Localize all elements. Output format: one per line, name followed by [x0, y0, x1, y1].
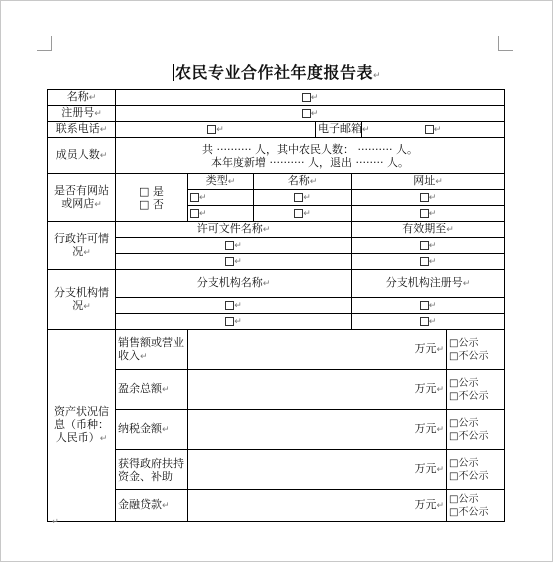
row-asset-tax	[48, 410, 505, 450]
asset-label-surplus	[116, 370, 188, 410]
checkbox-placeholder	[302, 93, 311, 102]
header-license-valid	[352, 222, 505, 238]
paragraph-mark: ↵	[436, 501, 444, 511]
cell-branch-name-2[interactable]	[116, 314, 352, 330]
label-website	[48, 174, 116, 222]
cell-text: 行政许可情况	[54, 231, 109, 258]
asset-value-loan[interactable]	[188, 490, 447, 522]
cell-text: 万元	[414, 382, 437, 395]
members-line: 本年度新增 ·········· 人，退出 ········ 人。	[211, 155, 409, 169]
cell-text: 盈余总额	[118, 382, 162, 395]
asset-disclose-subsidy[interactable]	[447, 450, 505, 490]
label-members	[48, 138, 116, 174]
paragraph-mark: ↵	[234, 241, 242, 251]
cell-text: 万元	[414, 462, 437, 475]
cell-text: 分支机构情况	[54, 285, 109, 312]
paragraph-mark: ↵	[428, 193, 437, 203]
asset-disclose-sales[interactable]	[447, 330, 505, 370]
paragraph-mark: ↵	[433, 125, 442, 135]
cell-license-valid-1[interactable]	[352, 238, 505, 254]
paragraph-mark: ↵	[162, 385, 170, 395]
checkbox-placeholder	[225, 317, 234, 326]
row-branch-1	[48, 298, 505, 314]
checkbox-placeholder	[420, 209, 429, 218]
paragraph-mark: ↵	[436, 425, 444, 435]
cell-branch-reg-1[interactable]	[352, 298, 505, 314]
row-asset-loan	[48, 490, 505, 522]
disclosure-option[interactable]: □不公示	[449, 350, 489, 362]
checkbox-placeholder	[425, 125, 434, 134]
checkbox-placeholder	[225, 301, 234, 310]
cell-text: 名称	[66, 90, 89, 103]
cell-license-name-1[interactable]	[116, 238, 352, 254]
disclosure-option[interactable]: □不公示	[449, 430, 489, 442]
cell-text: 类型	[205, 174, 228, 187]
cell-text: 电子邮箱	[318, 122, 362, 135]
paragraph-mark: ↵	[234, 301, 242, 311]
paragraph-mark: ↵	[446, 225, 454, 235]
cell-text: 纳税金额	[118, 422, 162, 435]
disclosure-option[interactable]: □公示	[449, 457, 479, 469]
field-reg[interactable]	[116, 106, 505, 122]
paragraph-mark: ↵	[436, 465, 444, 475]
paragraph-mark: ↵	[227, 177, 236, 187]
paragraph-mark: ↵	[310, 109, 319, 119]
label-name	[48, 90, 116, 106]
label-license	[48, 222, 116, 270]
cell-text: 人，其中农民人数：	[255, 142, 354, 156]
paragraph-mark: ↵	[99, 151, 108, 161]
cell-license-valid-2[interactable]	[352, 254, 505, 270]
paragraph-mark: ↵	[436, 345, 444, 355]
paragraph-mark: ↵	[83, 247, 91, 258]
asset-disclose-loan[interactable]	[447, 490, 505, 522]
cell-text: 联系电话	[55, 122, 100, 135]
disclosure-option[interactable]: □不公示	[449, 470, 489, 482]
checkbox-placeholder	[302, 109, 311, 118]
paragraph-mark: ↵	[88, 93, 97, 103]
cell-text: 分支机构名称	[196, 276, 263, 289]
checkbox-placeholder	[225, 241, 234, 250]
paragraph-mark: ↵	[428, 241, 437, 251]
paragraph-mark: ↵	[262, 279, 271, 289]
paragraph-mark: ↵	[303, 209, 311, 219]
paragraph-mark: ↵	[199, 209, 207, 219]
paragraph-mark: ↵	[428, 317, 437, 327]
paragraph-mark: ↵	[83, 301, 91, 312]
crop-mark-top-left	[37, 36, 52, 51]
cell-branch-reg-2[interactable]	[352, 314, 505, 330]
header-branch-name	[116, 270, 352, 298]
asset-value-sales[interactable]	[188, 330, 447, 370]
header-branch-reg	[352, 270, 505, 298]
field-email[interactable]	[362, 122, 505, 138]
disclosure-option[interactable]: □公示	[449, 493, 479, 505]
row-license-1	[48, 238, 505, 254]
cell-website-url-2[interactable]	[352, 206, 505, 222]
cell-text: 有效期至	[402, 222, 447, 235]
paragraph-mark: ↵	[428, 257, 437, 267]
cell-text: 人。	[395, 142, 418, 156]
paragraph-mark: ↵	[234, 317, 242, 327]
cell-text: 注册号	[61, 106, 95, 119]
row-branch-header	[48, 270, 505, 298]
header-website-name	[254, 174, 352, 190]
checkbox-placeholder	[420, 193, 429, 202]
paragraph-mark: ↵	[435, 177, 443, 187]
label-phone	[48, 122, 116, 138]
website-yes-no[interactable]	[116, 174, 188, 222]
cell-website-name-2[interactable]	[254, 206, 352, 222]
checkbox-placeholder	[420, 257, 429, 266]
label-branch	[48, 270, 116, 330]
disclosure-option[interactable]: □公示	[449, 377, 479, 389]
row-asset-sales	[48, 330, 505, 370]
crop-mark-top-right	[498, 36, 513, 51]
paragraph-mark: ↵	[462, 279, 471, 289]
cell-text: 销售额或营业收入	[118, 335, 184, 362]
disclosure-option[interactable]: □公示	[449, 337, 479, 349]
label-reg	[48, 106, 116, 122]
checkbox-placeholder	[420, 241, 429, 250]
row-members	[48, 138, 505, 174]
cell-text: 名称	[287, 174, 310, 187]
paragraph-mark: ↵	[140, 351, 148, 362]
paragraph-mark: ↵	[310, 93, 319, 103]
label-assets	[48, 330, 116, 522]
asset-value-surplus[interactable]	[188, 370, 447, 410]
field-members[interactable]	[116, 138, 505, 174]
checkbox-placeholder	[190, 209, 199, 218]
cell-text: 本年度新增	[211, 155, 267, 169]
header-website-type	[188, 174, 254, 190]
disclosure-option[interactable]: □不公示	[449, 390, 489, 402]
paragraph-mark: ↵	[94, 199, 102, 210]
row-asset-subsidy	[48, 450, 505, 490]
header-website-url	[352, 174, 505, 190]
asset-label-loan	[116, 490, 188, 522]
paragraph-mark: ↵	[303, 193, 311, 203]
cell-text: 万元	[414, 422, 437, 435]
paragraph-mark: ↵	[234, 257, 242, 267]
asset-value-tax[interactable]	[188, 410, 447, 450]
cell-text: 许可文件名称	[196, 222, 263, 235]
paragraph-mark: ↵	[94, 109, 102, 119]
end-paragraph-mark: ↵	[52, 517, 59, 526]
asset-disclose-tax[interactable]	[447, 410, 505, 450]
paragraph-mark: ↵	[436, 385, 444, 395]
website-yes-checkbox[interactable]: □ 是	[139, 184, 164, 198]
asset-disclose-surplus[interactable]	[447, 370, 505, 410]
asset-label-sales	[116, 330, 188, 370]
report-form-table	[47, 89, 505, 522]
row-branch-2	[48, 314, 505, 330]
paragraph-mark: ↵	[428, 301, 437, 311]
cell-text: 网址	[413, 174, 436, 187]
checkbox-placeholder	[225, 257, 234, 266]
header-license-name	[116, 222, 352, 238]
checkbox-placeholder	[420, 317, 429, 326]
paragraph-mark: ↵	[372, 71, 382, 81]
disclosure-option[interactable]: □公示	[449, 417, 479, 429]
document-title	[0, 60, 554, 83]
row-contact	[48, 122, 505, 138]
paragraph-mark: ↵	[99, 125, 108, 135]
disclosure-option[interactable]: □不公示	[449, 506, 489, 518]
cell-license-name-2[interactable]	[116, 254, 352, 270]
checkbox-placeholder	[294, 209, 303, 218]
cell-website-name-1[interactable]	[254, 190, 352, 206]
paragraph-mark: ↵	[262, 225, 271, 235]
paragraph-mark: ↵	[216, 125, 224, 135]
cell-text: 万元	[414, 498, 437, 511]
document-title-text: 农民专业合作社年度报告表	[174, 63, 373, 82]
website-no-checkbox[interactable]: □ 否	[139, 197, 164, 211]
row-reg	[48, 106, 505, 122]
row-license-header	[48, 222, 505, 238]
paragraph-mark: ↵	[362, 125, 370, 135]
label-email	[316, 122, 370, 138]
cell-text: 人。	[386, 155, 409, 169]
members-line: 共 ·········· 人，其中农民人数： ·········· 人。	[202, 142, 418, 156]
checkbox-placeholder	[294, 193, 303, 202]
paragraph-mark: ↵	[99, 434, 108, 444]
asset-label-tax	[116, 410, 188, 450]
field-phone[interactable]	[116, 122, 316, 138]
cell-website-type-1[interactable]	[188, 190, 254, 206]
cell-text: 是否有网站或网店	[54, 183, 109, 210]
asset-label-subsidy	[116, 450, 188, 490]
cell-text: 人，退出	[308, 155, 352, 169]
cell-text: 成员人数	[55, 148, 100, 161]
paragraph-mark: ↵	[309, 177, 318, 187]
checkbox-placeholder	[207, 125, 216, 134]
paragraph-mark: ↵	[428, 209, 437, 219]
paragraph-mark: ↵	[199, 193, 207, 203]
field-name[interactable]	[116, 90, 505, 106]
checkbox-placeholder	[190, 193, 199, 202]
cell-text: 万元	[414, 342, 437, 355]
row-name	[48, 90, 505, 106]
cell-website-type-2[interactable]	[188, 206, 254, 222]
cell-text: 获得政府扶持资金、补助	[118, 456, 184, 483]
row-website-header	[48, 174, 505, 190]
cell-text: 金融贷款	[118, 498, 162, 511]
row-license-2	[48, 254, 505, 270]
paragraph-mark: ↵	[162, 501, 170, 511]
asset-value-subsidy[interactable]	[188, 450, 447, 490]
cell-branch-name-1[interactable]	[116, 298, 352, 314]
cell-website-url-1[interactable]	[352, 190, 505, 206]
cell-text: 分支机构注册号	[385, 276, 463, 289]
checkbox-placeholder	[420, 301, 429, 310]
cell-text: 共	[202, 142, 214, 156]
text-cursor	[173, 64, 174, 81]
paragraph-mark: ↵	[162, 425, 170, 435]
cell-text: 资产状况信息（币种：人民币）	[54, 405, 109, 444]
row-asset-surplus	[48, 370, 505, 410]
